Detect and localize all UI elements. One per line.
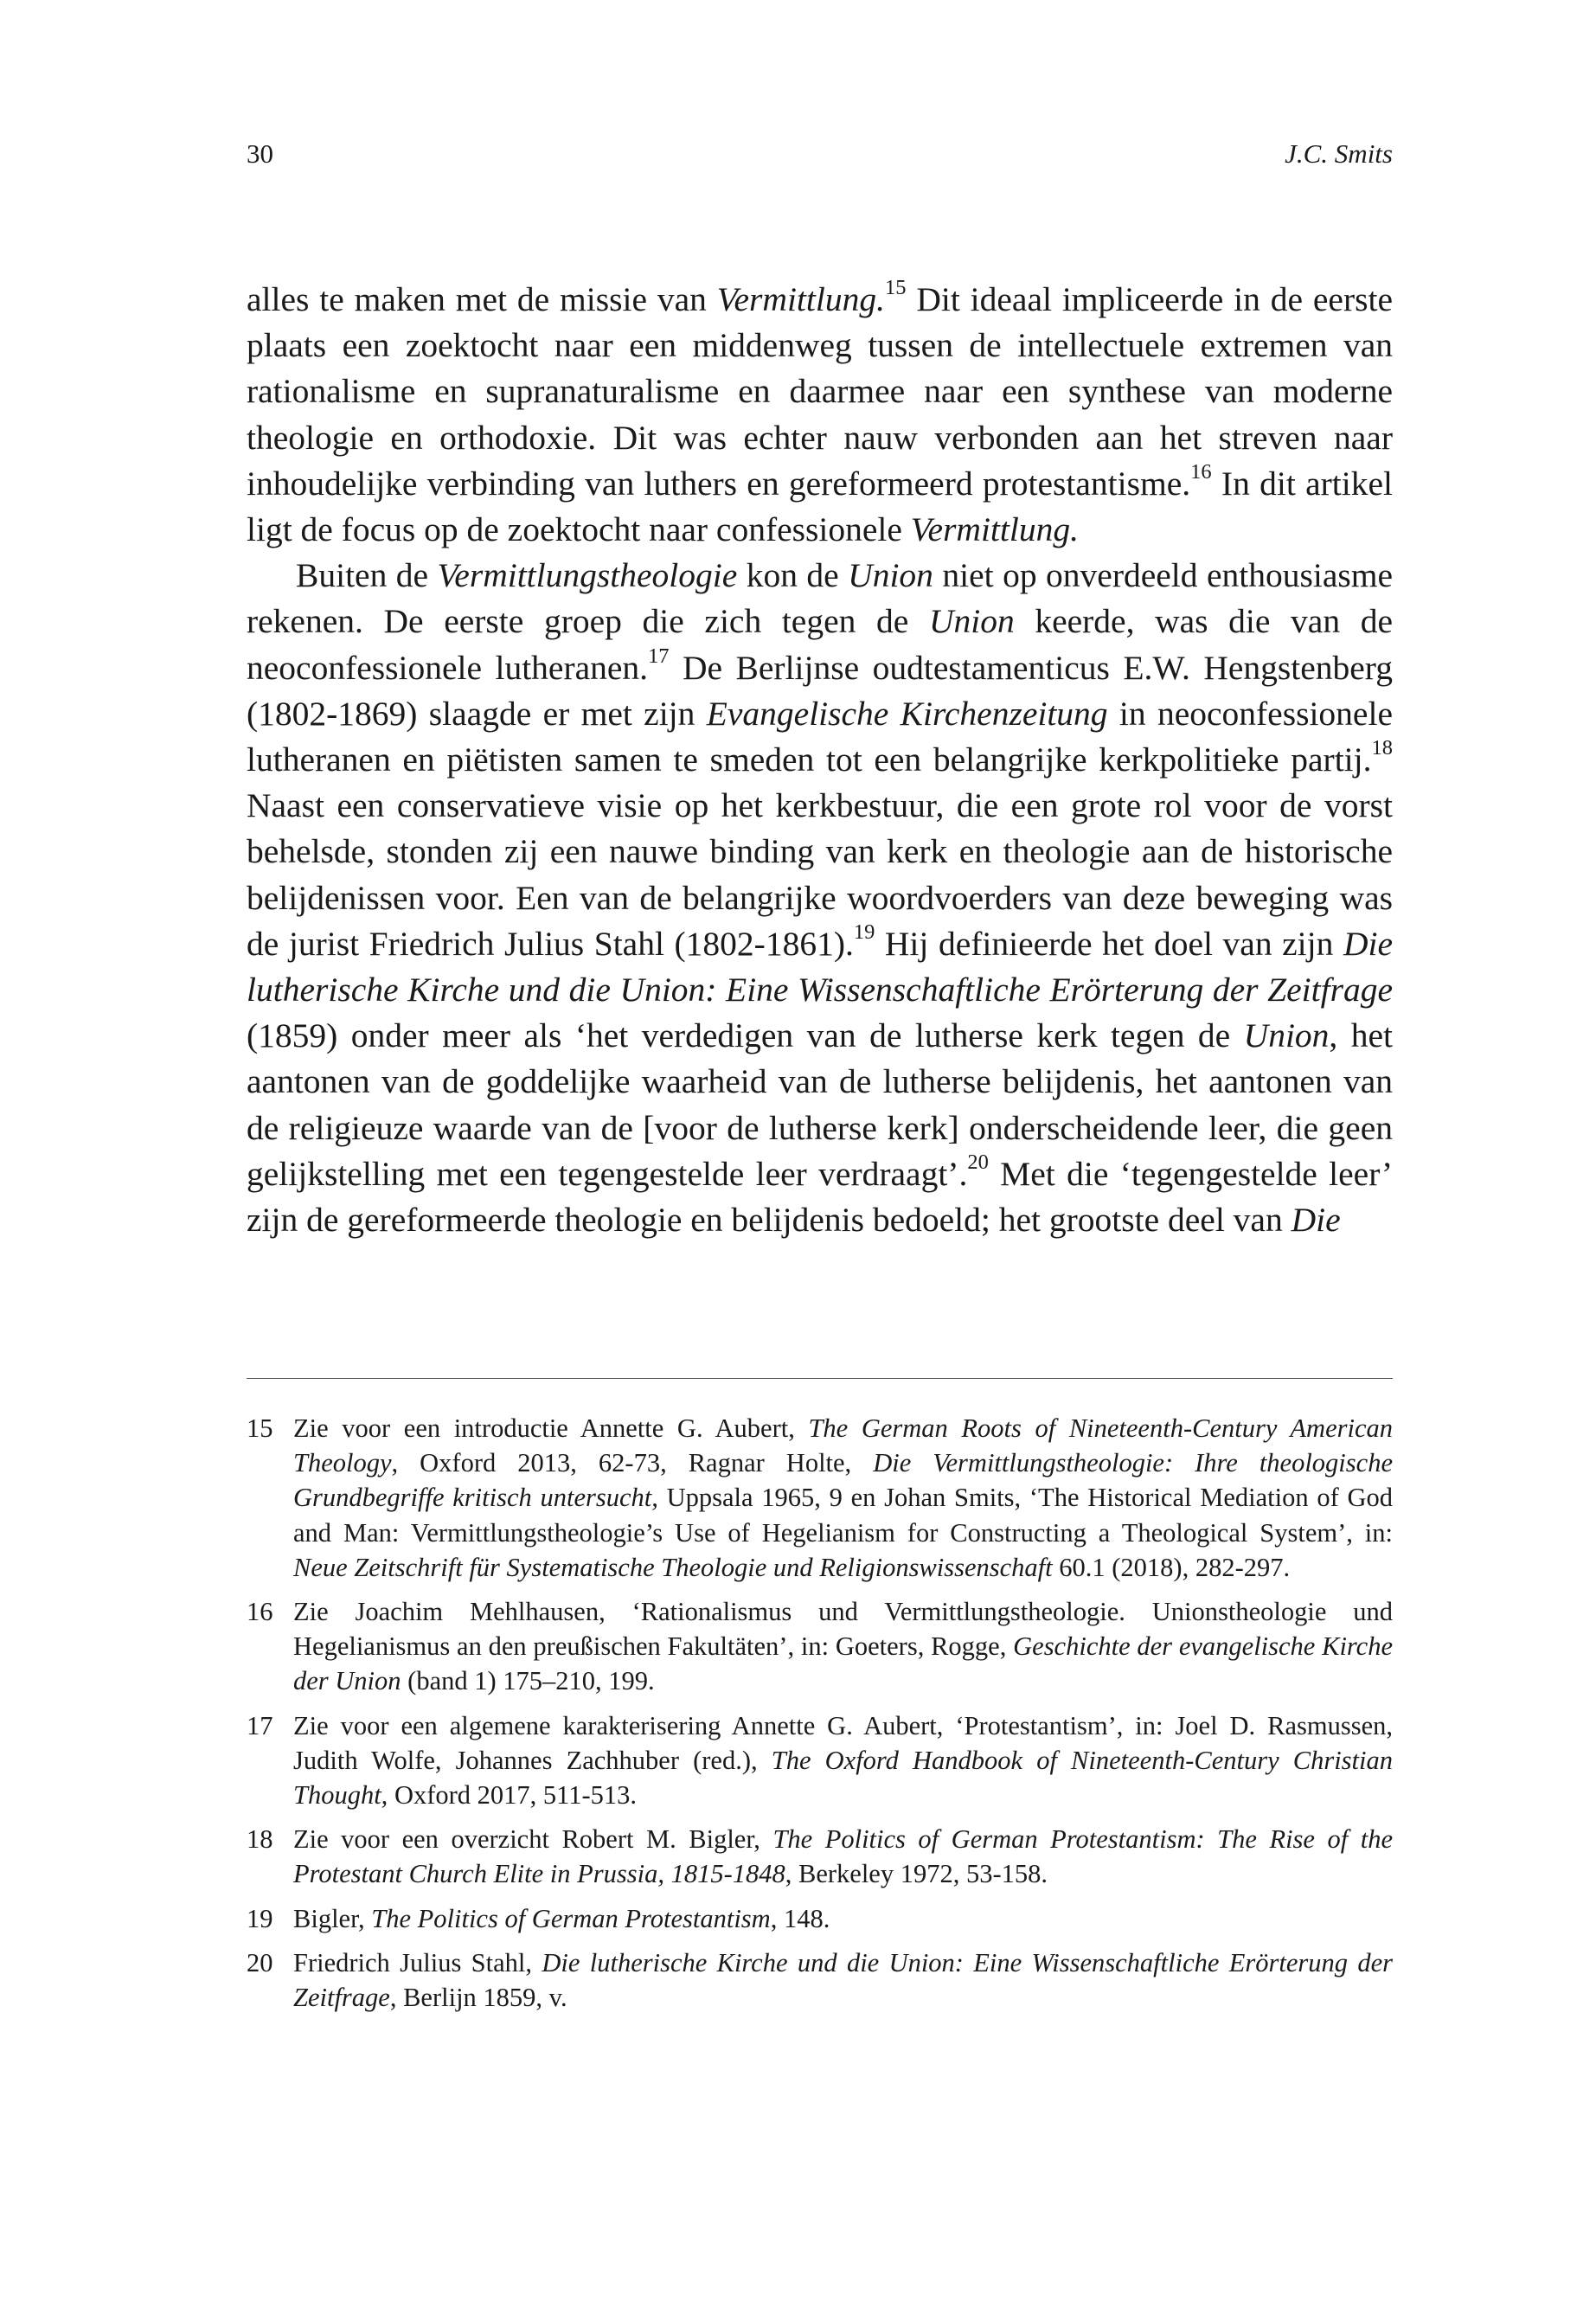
italic-run: Die lutherische Kirche und die Union: Eine Wissenschaftliche Erörterung der Zeitfrage — [293, 1947, 1393, 2013]
text-run: alles te maken met de missie van — [247, 280, 717, 318]
footnote-ref-16[interactable]: 16 — [1190, 459, 1212, 484]
italic-run: The Politics of German Protestantism — [371, 1903, 771, 1933]
footnotes — [247, 1411, 1393, 2024]
italic-run: Geschichte der evangelische Kirche der Union — [293, 1631, 1393, 1696]
text-run: Buiten de — [296, 556, 438, 595]
running-head-author: J.C. Smits — [1285, 138, 1393, 169]
footnote-ref-15[interactable]: 15 — [884, 275, 907, 299]
text-run: kon de — [737, 556, 849, 595]
text-run: keerde, was die van de neoconfessionele lutheranen. — [247, 602, 1393, 687]
text-run: Zie voor een introductie Annette G. Aubert, — [293, 1413, 809, 1443]
footnote-number: 20 — [247, 1947, 273, 1977]
italic-run: Evangelische Kirchenzeitung — [706, 694, 1108, 733]
footnote-18 — [247, 1822, 1393, 1891]
text-run: Uppsala 1965, 9 en Johan Smits, ‘The Historical Mediation of God and Man: Vermittlungstheologie’s Use of Hegelianism for Constructing a Theological System’, in: — [293, 1483, 1393, 1548]
text-run: (band 1) 175–210, 199. — [401, 1666, 655, 1696]
italic-run: Die — [1291, 1201, 1341, 1240]
text-run: (1859) onder meer als ‘het verdedigen van de lutherse kerk tegen de — [247, 1016, 1244, 1055]
footnote-20 — [247, 1945, 1393, 2015]
text-run: in neoconfessionele lutheranen en piëtisten samen te smeden tot een belangrijke kerkpolitieke partij. — [247, 694, 1393, 779]
text-run: Dit ideaal impliceerde in de eerste plaats een zoektocht naar een middenweg tussen de intellectuele extremen van rationalisme en supranaturalisme en daarmee naar een synthese van moderne theologie en orthodoxie. Dit was echter nauw verbonden aan het streven naar inhoudelijke verbinding van luthers en gereformeerd protestantisme. — [247, 280, 1393, 503]
text-run: Bigler, — [293, 1903, 372, 1933]
footnote-number: 16 — [247, 1597, 273, 1627]
text-run: , Berkeley 1972, 53-158. — [785, 1859, 1048, 1889]
text-run: Met die ‘tegengestelde leer’ zijn de gereformeerde theologie en belijdenis bedoeld; het grootste deel van — [247, 1154, 1393, 1240]
footnote-ref-19[interactable]: 19 — [853, 920, 875, 944]
text-run: Hij definieerde het doel van zijn — [875, 924, 1343, 963]
text-run: , 148. — [770, 1903, 830, 1933]
italic-run: Vermittlung. — [716, 280, 885, 318]
text-run: , Berlijn 1859, v. — [389, 1983, 567, 2013]
italic-run: The Politics of German Protestantism: The Rise of the Protestant Church Elite in Prussia, 1815-1848 — [293, 1824, 1393, 1889]
footnote-divider — [247, 1378, 1393, 1379]
book-page — [247, 0, 1393, 2301]
text-run: De Berlijnse oudtestamenticus E.W. Hengstenberg (1802-1869) slaagde er met zijn — [247, 648, 1393, 733]
text-run: Friedrich Julius Stahl, — [293, 1947, 542, 1977]
italic-run: Vermittlung. — [910, 510, 1079, 549]
italic-run: Die lutherische Kirche und die Union: Eine Wissenschaftliche Erörterung der Zeitfrage — [247, 924, 1393, 1009]
text-run: Oxford 2017, 511-513. — [388, 1780, 638, 1811]
main-text — [247, 277, 1393, 1243]
text-run: Zie voor een algemene karakterisering Annette G. Aubert, ‘Protestantism’, in: Joel D. Rasmussen, Judith Wolfe, Johannes Zachhuber (red.), — [293, 1710, 1393, 1775]
paragraph-1 — [247, 277, 1393, 553]
footnote-number: 17 — [247, 1710, 273, 1740]
italic-run: The German Roots of Nineteenth-Century American Theology — [293, 1413, 1393, 1478]
text-run: In dit artikel ligt de focus op de zoektocht naar confessionele — [247, 464, 1393, 549]
paragraph-2 — [247, 553, 1393, 1243]
text-run: Naast een conservatieve visie op het kerkbestuur, die een grote rol voor de vorst behelsde, stonden zij een nauwe binding van kerk en theologie aan de historische belijdenissen voor. Een van de belangrijke woordvoerders van deze beweging was de jurist Friedrich Julius Stahl (1802-1861). — [247, 786, 1393, 963]
text-run: , het aantonen van de goddelijke waarheid van de lutherse belijdenis, het aantonen van de religieuze waarde van de [voor de lutherse kerk] onderscheidende leer, die geen gelijkstelling met een tegengestelde leer verdraagt’. — [247, 1016, 1393, 1193]
italic-run: Union — [848, 556, 933, 595]
footnote-16 — [247, 1594, 1393, 1699]
text-run: , Oxford 2013, 62-73, Ragnar Holte, — [391, 1448, 874, 1478]
footnote-number: 19 — [247, 1903, 273, 1933]
footnote-15 — [247, 1411, 1393, 1585]
footnote-number: 18 — [247, 1824, 273, 1855]
text-run: Zie voor een overzicht Robert M. Bigler, — [293, 1824, 773, 1855]
italic-run: Neue Zeitschrift für Systematische Theologie und Religionswissenschaft — [293, 1552, 1053, 1582]
italic-run: Vermittlungstheologie — [437, 556, 738, 595]
text-run: Zie Joachim Mehlhausen, ‘Rationalismus und Vermittlungstheologie. Unionstheologie und Hegelianismus an den preußischen Fakultäten’, in: Goeters, Rogge, — [293, 1597, 1393, 1662]
italic-run: Union — [1243, 1016, 1330, 1055]
footnote-ref-20[interactable]: 20 — [967, 1150, 989, 1174]
text-run: 60.1 (2018), 282-297. — [1052, 1552, 1291, 1582]
footnote-number: 15 — [247, 1413, 273, 1443]
italic-run: Die Vermittlungstheologie: Ihre theologische Grundbegriffe kritisch untersucht, — [293, 1448, 1393, 1513]
text-run: niet op onverdeeld enthousiasme rekenen. De eerste groep die zich tegen de — [247, 556, 1394, 641]
italic-run: Union — [928, 602, 1015, 641]
footnote-ref-17[interactable]: 17 — [648, 644, 670, 668]
italic-run: The Oxford Handbook of Nineteenth-Century Christian Thought, — [293, 1745, 1393, 1811]
page-number: 30 — [247, 138, 273, 169]
footnote-19 — [247, 1901, 1393, 1936]
footnote-ref-18[interactable]: 18 — [1371, 735, 1393, 760]
footnote-17 — [247, 1708, 1393, 1813]
